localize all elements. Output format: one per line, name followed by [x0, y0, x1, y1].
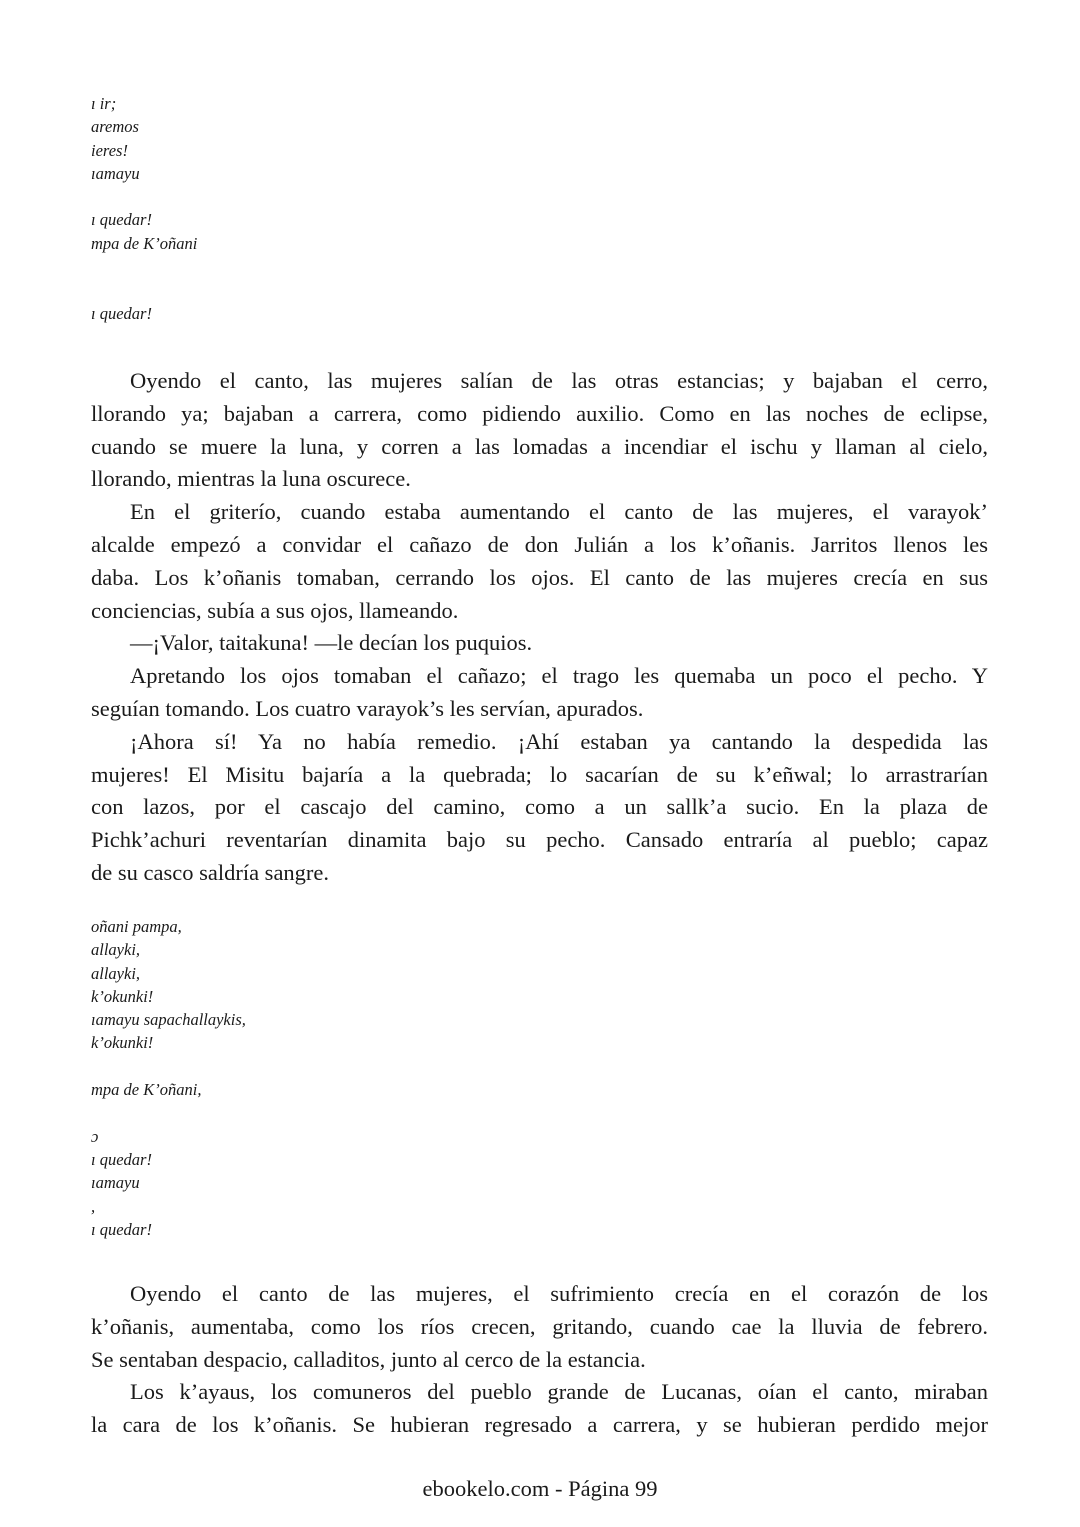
prose-block-top [91, 365, 988, 890]
verse-line: k’okunki! [91, 1033, 154, 1053]
verse-line: ıamayu sapachallaykis, [91, 1010, 246, 1030]
verse-fragment-bottom [91, 915, 491, 1241]
paragraph-line: llorando ya; bajaban a carrera, como pidiendo auxilio. Como en las noches de eclipse, [91, 400, 988, 426]
verse-line [91, 255, 491, 278]
paragraph [91, 1376, 988, 1442]
paragraph-line: Oyendo el canto de las mujeres, el sufrimiento crecía en el corazón de los [130, 1281, 988, 1306]
paragraph-line: cuando se muere la luna, y corren a las lomadas a incendiar el ischu y llaman al cielo, [91, 433, 988, 459]
verse-line: ieres! [91, 140, 128, 160]
paragraph-line: conciencias, subía a sus ojos, llameando. [91, 597, 459, 623]
verse-line: ıamayu [91, 1173, 140, 1193]
paragraph-line: alcalde empezó a convidar el cañazo de don Julián a los k’oñanis. Jarritos llenos les [91, 531, 988, 557]
paragraph [91, 726, 988, 890]
verse-fragment-top [91, 92, 491, 325]
verse-line: k’okunki! [91, 986, 154, 1006]
paragraph-line: Los k’ayaus, los comuneros del pueblo grande de Lucanas, oían el canto, miraban [130, 1379, 988, 1405]
paragraph-line: la cara de los k’oñanis. Se hubieran regresado a carrera, y se hubieran perdido mejor [91, 1412, 988, 1438]
page-footer: ebookelo.com - Página 99 [422, 1476, 658, 1501]
prose-block-bottom [91, 1278, 988, 1442]
paragraph-line: daba. Los k’oñanis tomaban, cerrando los ojos. El canto de las mujeres crecía en sus [91, 564, 988, 590]
paragraph [91, 1278, 988, 1376]
verse-line: ıamayu [91, 163, 140, 183]
paragraph-line: seguían tomando. Los cuatro varayok’s les servían, apurados. [91, 695, 644, 721]
verse-line: aremos [91, 117, 139, 137]
paragraph-line: con lazos, por el cascajo del camino, como a un sallk’a sucio. En la plaza de [91, 794, 988, 820]
verse-line: ı quedar! [91, 1219, 152, 1239]
paragraph [91, 496, 988, 627]
verse-line: ı ir; [91, 94, 117, 113]
paragraph [91, 660, 988, 726]
verse-line: mpa de K’oñani [91, 233, 198, 253]
paragraph-line: k’oñanis, aumentaba, como los ríos crecen, gritando, cuando cae la lluvia de febrero. [91, 1313, 988, 1339]
paragraph-line: En el griterío, cuando estaba aumentando el canto de las mujeres, el varayok’ [130, 499, 988, 525]
paragraph-line: ¡Ahora sí! Ya no había remedio. ¡Ahí estaban ya cantando la despedida las [130, 728, 988, 754]
paragraph-line: mujeres! El Misitu bajaría a la quebrada; lo sacarían de su k’eñwal; lo arrastrarían [91, 761, 988, 787]
paragraph [91, 365, 988, 496]
verse-line [91, 1101, 491, 1124]
paragraph-line: Pichk’achuri reventarían dinamita bajo su pecho. Cansado entraría al pueblo; capaz [91, 827, 988, 853]
paragraph-line: —¡Valor, taitakuna! —le decían los puquios. [130, 630, 533, 656]
paragraph-line: de su casco saldría sangre. [91, 859, 330, 885]
paragraph-line: Apretando los ojos tomaban el cañazo; el trago les quemaba un poco el pecho. Y [130, 663, 988, 689]
verse-line [91, 1055, 491, 1078]
verse-line: ɔ [91, 1126, 99, 1146]
verse-line: allayki, [91, 963, 141, 983]
paragraph [91, 627, 988, 660]
verse-line: mpa de K’oñani, [91, 1080, 202, 1100]
verse-line [91, 278, 491, 301]
verse-line [91, 185, 491, 208]
verse-line: ı quedar! [91, 1149, 152, 1169]
verse-line: , [91, 1196, 96, 1216]
verse-line: ı quedar! [91, 303, 152, 323]
verse-line: allayki, [91, 940, 141, 960]
paragraph-line: llorando, mientras la luna oscurece. [91, 466, 411, 492]
verse-line: ı quedar! [91, 210, 152, 230]
paragraph-line: Se sentaban despacio, calladitos, junto al cerco de la estancia. [91, 1346, 646, 1372]
paragraph-line: Oyendo el canto, las mujeres salían de las otras estancias; y bajaban el cerro, [130, 368, 988, 393]
verse-line: oñani pampa, [91, 917, 182, 936]
